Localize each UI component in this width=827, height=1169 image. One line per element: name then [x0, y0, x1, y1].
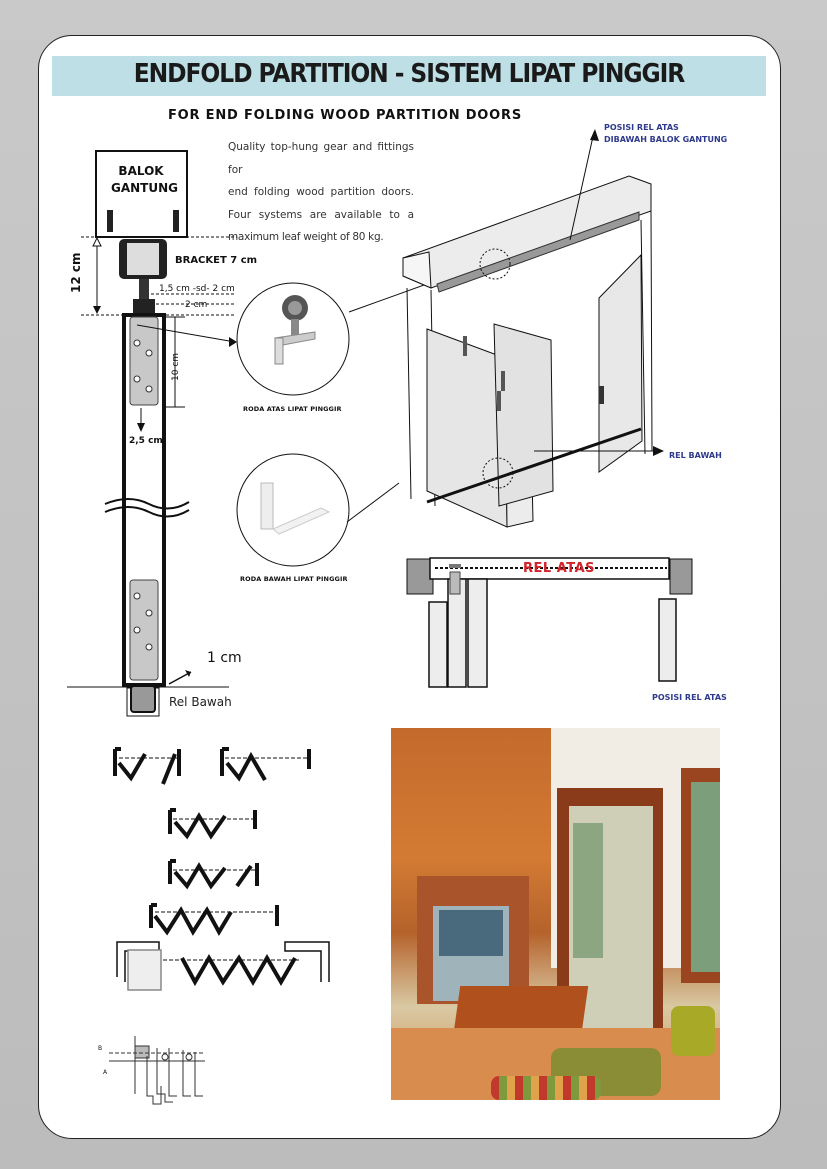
interior-photo — [391, 728, 720, 1100]
intro-line: end folding wood partition doors. — [228, 186, 414, 198]
dimension-b-label: B — [98, 1045, 103, 1052]
page-title: ENDFOLD PARTITION - SISTEM LIPAT PINGGIR — [133, 59, 685, 89]
hinge-length-dimension: 10 cm — [171, 352, 181, 381]
top-wheel-caption: RODA ATAS LIPAT PINGGIR — [243, 405, 342, 413]
height-dimension: 12 cm — [69, 252, 83, 293]
bracket-dimension: BRACKET 7 cm — [175, 255, 258, 266]
brochure-page — [38, 35, 781, 1139]
bottom-rail-label: Rel Bawah — [169, 695, 232, 709]
gap-dimension: 2 cm — [185, 300, 208, 310]
offset-dimension: 2,5 cm — [129, 436, 163, 446]
beam-label-line: GANTUNG — [111, 181, 179, 195]
top-rail-note-line: DIBAWAH BALOK GANTUNG — [604, 135, 728, 144]
top-rail-label: REL ATAS — [523, 561, 596, 576]
intro-line: Quality top-hung gear and fittings for — [228, 141, 414, 176]
bottom-gap-dimension: 1 cm — [207, 650, 242, 666]
dimension-a-label: A — [103, 1069, 108, 1076]
intro-line: Four systems are available to a — [228, 208, 414, 221]
gap-range-dimension: 1,5 cm -sd- 2 cm — [159, 284, 235, 294]
beam-label-line: BALOK — [118, 164, 164, 178]
bottom-rail-note: REL BAWAH — [669, 451, 722, 460]
intro-line: maximum leaf weight of 80 kg. — [228, 231, 384, 243]
bottom-wheel-caption: RODA BAWAH LIPAT PINGGIR — [240, 575, 348, 583]
plan-view-caption: POSISI REL ATAS — [652, 693, 727, 702]
section-subtitle: FOR END FOLDING WOOD PARTITION DOORS — [168, 108, 522, 123]
top-rail-note-line: POSISI REL ATAS — [604, 123, 679, 132]
